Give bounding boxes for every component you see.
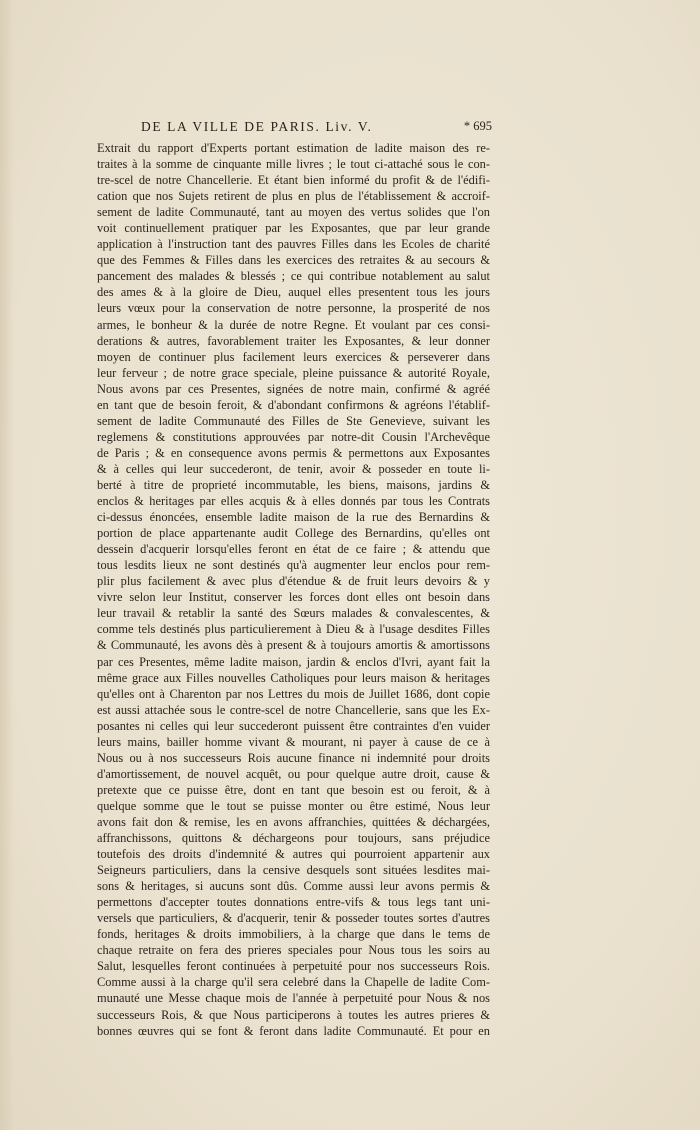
text-line: de Paris ; & en consequence avons permis & permettons aux Exposantes bbox=[97, 445, 490, 460]
text-line: successeurs Rois, & que Nous participerons à toutes les autres prieres & bbox=[97, 1007, 490, 1022]
text-line: même grace aux Filles nouvelles Catholiques pour leurs maison & heritages bbox=[97, 670, 490, 685]
text-line: dessein d'acquerir lorsqu'elles feront en état de ce faire ; & attendu que bbox=[97, 542, 490, 557]
running-head bbox=[97, 118, 490, 138]
text-line: posantes ni celles qui leur succederont puissent être contraintes d'en vuider bbox=[97, 718, 490, 733]
text-line: pretexte que ce puisse être, dont en tant que besoin est ou feroit, & à bbox=[97, 782, 490, 797]
text-line: & à celles qui leur succederont, de tenir, avoir & posseder en toute li- bbox=[97, 461, 490, 476]
page-number: * 695 bbox=[463, 119, 492, 133]
text-line: leurs mains, bailler homme vivant & mourant, ni payer à cause de ce à bbox=[97, 734, 490, 749]
text-line: reglemens & constitutions approuvées par notre-dit Cousin l'Archevêque bbox=[97, 429, 490, 444]
text-line: derations & autres, favorablement traiter les Exposantes, & leur donner bbox=[97, 333, 490, 348]
text-line: leur travail & retablir la santé des Sœurs malades & convalescentes, & bbox=[97, 606, 490, 621]
text-line: enclos & heritages par elles acquis & à elles donnés par tous les Contrats bbox=[97, 494, 490, 509]
text-line: bonnes œuvres qui se font & feront dans ladite Communauté. Et pour en bbox=[97, 1023, 490, 1038]
text-line: des ames & à la gloire de Dieu, auquel elles presentent tous les jours bbox=[97, 285, 490, 300]
text-line: fonds, heritages & droits immobiliers, à la charge que dans le tems de bbox=[97, 927, 490, 942]
text-line: affranchissons, quittons & déchargeons pour toujours, sans préjudice bbox=[97, 831, 490, 846]
text-line: ci-dessus énoncées, ensemble ladite maison de la rue des Bernardins & bbox=[97, 510, 490, 525]
text-line: cation que nos Sujets retirent de plus en plus de l'établissement & accroif- bbox=[97, 189, 490, 204]
text-line: toutefois des droits d'indemnité & autres qui pourroient appartenir aux bbox=[97, 847, 490, 862]
text-line: chaque retraite on fera des prieres speciales pour Nous tous les soirs au bbox=[97, 943, 490, 958]
text-line: vivre selon leur Institut, conserver les forces dont elles ont besoin dans bbox=[97, 590, 490, 605]
text-line: tous lesdits lieux ne sont destinés qu'à augmenter leur enclos pour rem- bbox=[97, 558, 490, 573]
text-line: & Communauté, les avons dès à present & à toujours amortis & amortissons bbox=[97, 638, 490, 653]
text-line: quelque somme que le tout se puisse monter ou être estimé, Nous leur bbox=[97, 798, 490, 813]
text-line: tre-scel de notre Chancellerie. Et étant bien informé du profit & de l'édifi- bbox=[97, 173, 490, 188]
text-line: pancement des malades & blessés ; ce qui contribue notablement au salut bbox=[97, 269, 490, 284]
body-text bbox=[97, 140, 490, 1039]
text-line: plir plus facilement & avec plus d'étendue & de fruit leurs devoirs & y bbox=[97, 574, 490, 589]
text-line: est aussi attachée sous le contre-scel de notre Chancellerie, sans que les Ex- bbox=[97, 702, 490, 717]
text-line: Seigneurs particuliers, dans la censive desquels sont situées lesdites mai- bbox=[97, 863, 490, 878]
text-line: sement de ladite Communauté des Filles de Ste Genevieve, suivant les bbox=[97, 413, 490, 428]
text-line: Comme aussi à la charge qu'il sera celebré dans la Chapelle de ladite Com- bbox=[97, 975, 490, 990]
text-line: voit continuellement pratiquer par les Exposantes, que par leur grande bbox=[97, 221, 490, 236]
text-line: Nous ou à nos successeurs Rois aucune finance ni indemnité pour droits bbox=[97, 750, 490, 765]
text-block bbox=[97, 118, 490, 1039]
running-title: DE LA VILLE DE PARIS. Liv. V. bbox=[141, 119, 373, 134]
text-line: qu'elles ont à Charenton par nos Lettres du mois de Juillet 1686, dont copie bbox=[97, 686, 490, 701]
text-line: sons & heritages, si aucuns sont dûs. Comme aussi leur avons permis & bbox=[97, 879, 490, 894]
text-line: armes, le bonheur & la durée de notre Regne. Et voulant par ces consi- bbox=[97, 317, 490, 332]
text-line: comme tels destinés plus particulierement à Dieu & à l'usage desdites Filles bbox=[97, 622, 490, 637]
text-line: traites à la somme de cinquante mille livres ; le tout ci-attaché sous le con- bbox=[97, 157, 490, 172]
text-line: Extrait du rapport d'Experts portant estimation de ladite maison des re- bbox=[97, 141, 490, 155]
text-line: leurs vœux pour la conservation de notre personne, la prosperité de nos bbox=[97, 301, 490, 316]
text-line: application à l'instruction tant des pauvres Filles dans les Ecoles de charité bbox=[97, 237, 490, 252]
text-line: par ces Presentes, même ladite maison, jardin & enclos d'Ivri, ayant fait la bbox=[97, 654, 490, 669]
text-line: Salut, lesquelles feront continuées à perpetuité pour nos successeurs Rois. bbox=[97, 959, 490, 974]
text-line: leur ferveur ; de notre grace speciale, pleine puissance & autorité Royale, bbox=[97, 365, 490, 380]
text-line: munauté une Messe chaque mois de l'année à perpetuité pour Nous & nos bbox=[97, 991, 490, 1006]
text-line: moyen de continuer plus facilement leurs exercices & perseverer dans bbox=[97, 349, 490, 364]
text-line: permettons d'accepter toutes donnations entre-vifs & tous legs tant uni- bbox=[97, 895, 490, 910]
text-line: sement de ladite Communauté, tant au moyen des vertus solides que l'on bbox=[97, 205, 490, 220]
text-line: en tant que de besoin feroit, & d'abondant confirmons & agréons l'établif- bbox=[97, 397, 490, 412]
text-line: berté à titre de proprieté incommutable, les biens, maisons, jardins & bbox=[97, 477, 490, 492]
text-line: avons fait don & remise, les en avons affranchies, quittées & déchargées, bbox=[97, 814, 490, 829]
text-line: d'amortissement, de nouvel acquêt, ou pour quelque autre droit, cause & bbox=[97, 766, 490, 781]
text-line: Nous avons par ces Presentes, signées de notre main, confirmé & agréé bbox=[97, 381, 490, 396]
text-line: portion de place appartenante audit College des Bernardins, qu'elles ont bbox=[97, 526, 490, 541]
text-line: versels que particuliers, & d'acquerir, tenir & posseder toutes sortes d'autres bbox=[97, 911, 490, 926]
text-line: que des Femmes & Filles dans les exercices des retraites & au secours & bbox=[97, 253, 490, 268]
